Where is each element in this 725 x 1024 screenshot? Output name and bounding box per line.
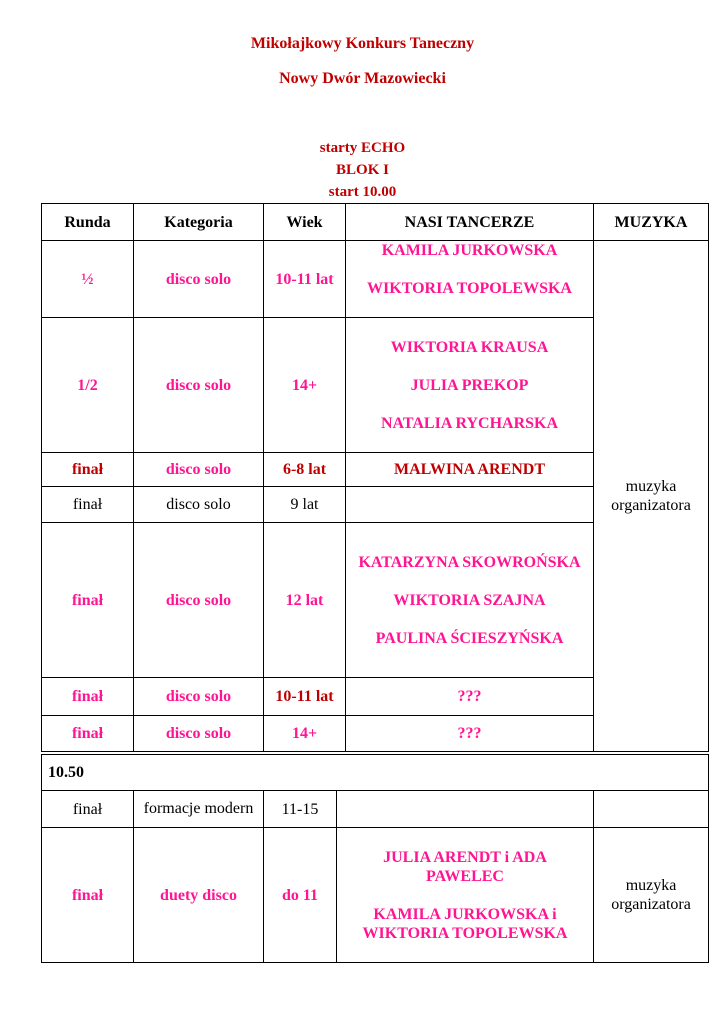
wiek-cell: do 11 — [264, 828, 337, 963]
runda-cell: finał — [42, 828, 134, 963]
wiek-cell: 6-8 lat — [264, 453, 346, 487]
kategoria-cell: disco solo — [134, 487, 264, 523]
wiek-cell: 12 lat — [264, 523, 346, 678]
dancers-cell — [346, 716, 594, 752]
start-time: start 10.00 — [328, 184, 397, 200]
wiek-cell: 11-15 — [264, 791, 337, 828]
wiek-cell: 14+ — [264, 318, 346, 453]
kategoria-cell: disco solo — [134, 523, 264, 678]
dancers-cell — [346, 487, 594, 523]
runda-cell: finał — [42, 453, 134, 487]
column-header: Wiek — [264, 204, 346, 241]
table-row — [42, 241, 709, 318]
table-row — [42, 791, 709, 828]
dancers-cell — [337, 828, 594, 963]
dancer-name: WIKTORIA SZAJNA — [393, 591, 546, 609]
block-label: starty ECHO — [319, 140, 406, 156]
dancer-name: PAULINA ŚCIESZYŃSKA — [375, 629, 564, 647]
muzyka-cell: muzyka organizatora — [594, 241, 709, 752]
kategoria-cell: disco solo — [134, 241, 264, 318]
dancer-name: KATARZYNA SKOWROŃSKA — [358, 553, 581, 571]
page-title: Mikołajkowy Konkurs Taneczny — [250, 35, 475, 52]
column-header: Kategoria — [134, 204, 264, 241]
dancers-cell — [346, 453, 594, 487]
wiek-cell: 9 lat — [264, 487, 346, 523]
dancer-name: WIKTORIA KRAUSA — [390, 338, 549, 356]
dancer-name: ??? — [457, 725, 482, 742]
muzyka-cell: muzyka organizatora — [594, 828, 709, 963]
wiek-cell: 10-11 lat — [264, 678, 346, 716]
wiek-cell: 10-11 lat — [264, 241, 346, 318]
dancer-name: KAMILA JURKOWSKA i WIKTORIA TOPOLEWSKA — [362, 905, 568, 942]
dancer-name: WIKTORIA TOPOLEWSKA — [367, 280, 572, 297]
schedule-table — [41, 203, 709, 752]
table-row — [42, 828, 709, 963]
wiek-cell: 14+ — [264, 716, 346, 752]
dancer-name: ??? — [457, 688, 482, 705]
kategoria-cell: disco solo — [134, 318, 264, 453]
runda-cell: finał — [42, 523, 134, 678]
kategoria-cell: disco solo — [134, 716, 264, 752]
dancer-name: JULIA ARENDT i ADA PAWELEC — [383, 848, 547, 885]
runda-cell: 1/2 — [42, 318, 134, 453]
dancer-name: NATALIA RYCHARSKA — [380, 414, 559, 432]
block-number: BLOK I — [336, 162, 389, 178]
runda-cell: finał — [42, 678, 134, 716]
runda-cell: finał — [42, 487, 134, 523]
column-header: NASI TANCERZE — [346, 204, 594, 241]
table-header-row — [42, 204, 709, 241]
runda-cell: ½ — [42, 241, 134, 318]
kategoria-cell: disco solo — [134, 453, 264, 487]
dancers-cell — [346, 241, 594, 318]
kategoria-cell: disco solo — [134, 678, 264, 716]
dancer-name: JULIA PREKOP — [410, 376, 529, 394]
dancers-cell — [346, 523, 594, 678]
schedule-table-block2 — [41, 754, 709, 963]
kategoria-cell: duety disco — [134, 828, 264, 963]
section-row — [42, 755, 709, 791]
dancers-cell — [337, 791, 594, 828]
muzyka-cell — [594, 791, 709, 828]
runda-cell: finał — [42, 716, 134, 752]
dancers-cell — [346, 318, 594, 453]
column-header: MUZYKA — [594, 204, 709, 241]
dancer-name: KAMILA JURKOWSKA — [381, 242, 558, 259]
dancer-name: MALWINA ARENDT — [394, 461, 545, 478]
section-time: 10.50 — [42, 755, 709, 791]
kategoria-cell: formacje modern — [134, 791, 264, 828]
page-subtitle: Nowy Dwór Mazowiecki — [279, 70, 446, 87]
runda-cell: finał — [42, 791, 134, 828]
column-header: Runda — [42, 204, 134, 241]
dancers-cell — [346, 678, 594, 716]
